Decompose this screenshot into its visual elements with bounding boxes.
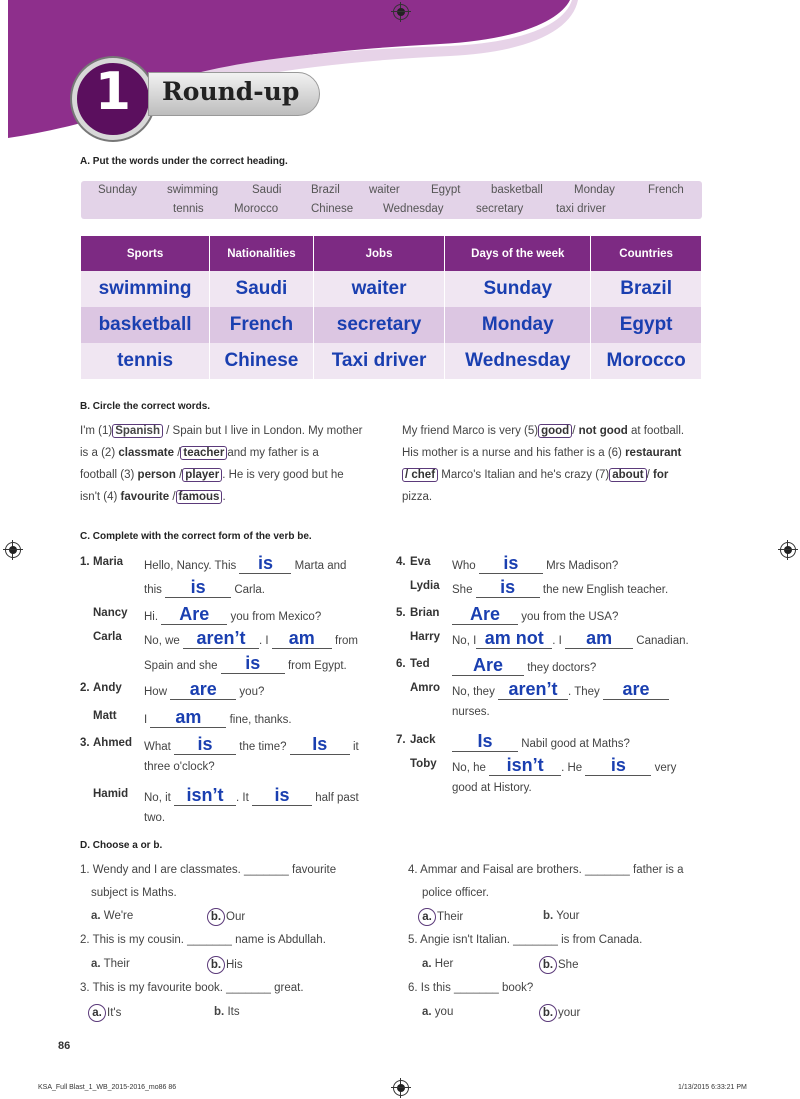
bank-word: Chinese — [311, 203, 354, 215]
bank-word: Sunday — [98, 184, 138, 196]
filled-answer: aren’t — [508, 679, 558, 699]
bank-word: Egypt — [431, 184, 461, 196]
circled-answer: b. — [207, 956, 225, 974]
column-header: Sports — [81, 236, 210, 271]
filled-answer: is — [197, 734, 213, 754]
question-number: 1. — [80, 556, 90, 568]
d-q4-text: 4. Ammar and Faisal are brothers. _______ father is a — [408, 864, 684, 876]
speaker-name: Nancy — [93, 607, 128, 619]
filled-answer: Is — [312, 734, 328, 754]
q7-line-1: Is Nabil good at Maths? — [452, 734, 630, 752]
q6-line-3: nurses. — [452, 706, 490, 718]
q1-line-3: Hi. Are you from Mexico? — [144, 604, 322, 624]
filled-answer: Are — [179, 604, 210, 624]
question-number: 5. — [396, 607, 406, 619]
q5-line-2: No, I am not . I am Canadian. — [452, 628, 689, 648]
bank-word: tennis — [173, 203, 204, 215]
answer-cell: Sunday — [445, 271, 591, 307]
column-header: Nationalities — [210, 236, 314, 271]
circled-answer: teacher — [180, 446, 227, 460]
registration-mark — [393, 1080, 409, 1096]
table-header-row — [81, 236, 702, 271]
page-title: Round-up — [162, 77, 300, 106]
section-c-instruction: C. Complete with the correct form of the verb be. — [80, 531, 312, 542]
d-q2-option-b: b. His — [207, 956, 243, 974]
section-b-right-line-3: / chef Marco's Italian and he's crazy (7) about / for — [402, 469, 668, 481]
question-number: 6. — [396, 658, 406, 670]
answer-cell: French — [210, 307, 314, 343]
bank-word: Monday — [574, 184, 615, 196]
d-q1-text-2: subject is Maths. — [91, 887, 177, 899]
table-row — [81, 271, 702, 307]
q7-line-3: good at History. — [452, 782, 532, 794]
page-number: 86 — [58, 1040, 71, 1052]
d-q5-text: 5. Angie isn't Italian. _______ is from Canada. — [408, 934, 643, 946]
q3-line-1: What is the time? Is it — [144, 734, 359, 754]
column-header: Countries — [591, 236, 702, 271]
speaker-name: Lydia — [410, 580, 440, 592]
filled-answer: is — [257, 553, 273, 573]
question-number: 7. — [396, 734, 406, 746]
d-q4-option-a: a. Their — [418, 908, 463, 926]
d-q4-option-b: b. Your — [543, 910, 580, 922]
q1-line-5: Spain and she is from Egypt. — [144, 653, 347, 673]
d-q5-option-b: b. She — [539, 956, 578, 974]
speaker-name: Ted — [410, 658, 430, 670]
bank-word: taxi driver — [556, 203, 606, 215]
q5-line-1: Are you from the USA? — [452, 607, 618, 625]
section-b-left-line-3: football (3) person / player . He is very good but he — [80, 469, 344, 481]
d-q1-text: 1. Wendy and I are classmates. _______ favourite — [80, 864, 337, 876]
question-number: 4. — [396, 556, 406, 568]
filled-answer: Is — [477, 731, 493, 751]
q3-line-3: No, it isn’t . It is half past — [144, 785, 359, 805]
q3-line-2: three o'clock? — [144, 761, 215, 773]
filled-answer: is — [274, 785, 290, 805]
d-q3-text: 3. This is my favourite book. _______ great. — [80, 982, 304, 994]
section-b-left-line-4: isn't (4) favourite / famous . — [80, 491, 226, 503]
section-b-left-line-2: is a (2) classmate / teacher and my father is a — [80, 447, 319, 459]
answer-cell: Taxi driver — [313, 343, 445, 379]
speaker-name: Harry — [410, 631, 441, 643]
filled-answer: am not — [484, 628, 544, 648]
filled-answer: isn’t — [186, 785, 224, 805]
circled-answer: b. — [539, 1004, 557, 1022]
d-q5-option-a: a. Her — [422, 958, 454, 970]
bank-word: secretary — [476, 203, 524, 215]
unit-number: 1 — [94, 62, 132, 122]
print-slug-file: KSA_Full Blast_1_WB_2015-2016_mo86 86 — [38, 1084, 177, 1091]
q2-line-2: I am fine, thanks. — [144, 707, 292, 727]
circled-answer: about — [609, 468, 646, 482]
print-slug-date: 1/13/2015 6:33:21 PM — [678, 1084, 747, 1091]
section-b-right-line-1: My friend Marco is very (5) good / not good at football. — [402, 425, 685, 437]
section-b-left-line-1: I'm (1) Spanish / Spain but I live in London. My mother — [80, 425, 363, 437]
answer-cell: basketball — [81, 307, 210, 343]
circled-answer: b. — [539, 956, 557, 974]
filled-answer: Are — [469, 604, 500, 624]
q7-line-2: No, he isn’t . He is very — [452, 755, 677, 775]
filled-answer: is — [500, 577, 516, 597]
filled-answer: aren’t — [196, 628, 246, 648]
circled-answer: a. — [88, 1004, 106, 1022]
filled-answer: are — [189, 679, 217, 699]
bank-word: Brazil — [311, 184, 340, 196]
bank-word: waiter — [369, 184, 400, 196]
column-header: Jobs — [313, 236, 445, 271]
d-q1-option-a: a. We're — [91, 910, 134, 922]
speaker-name: Ahmed — [93, 737, 132, 749]
filled-answer: am — [586, 628, 613, 648]
answer-cell: Monday — [445, 307, 591, 343]
section-a-instruction: A. Put the words under the correct heading. — [80, 156, 288, 167]
speaker-name: Toby — [410, 758, 437, 770]
filled-answer: is — [245, 653, 261, 673]
speaker-name: Eva — [410, 556, 431, 568]
section-b-right-line-2: His mother is a nurse and his father is a (6) restaurant — [402, 447, 682, 459]
d-q6-option-b: b. your — [539, 1004, 580, 1022]
heading-table — [81, 236, 702, 379]
answer-cell: Morocco — [591, 343, 702, 379]
bank-word: Wednesday — [383, 203, 444, 215]
circled-answer: good — [538, 424, 572, 438]
answer-cell: waiter — [313, 271, 445, 307]
bank-word: Saudi — [252, 184, 282, 196]
q6-line-1: Are they doctors? — [452, 658, 596, 676]
registration-mark — [780, 542, 796, 558]
filled-answer: is — [190, 577, 206, 597]
answer-cell: Egypt — [591, 307, 702, 343]
table-row — [81, 343, 702, 379]
speaker-name: Amro — [410, 682, 441, 694]
section-b-instruction: B. Circle the correct words. — [80, 401, 211, 412]
d-q2-option-a: a. Their — [91, 958, 130, 970]
d-q4-text-2: police officer. — [422, 887, 489, 899]
q4-line-1: Who is Mrs Madison? — [452, 553, 619, 573]
column-header: Days of the week — [445, 236, 591, 271]
q4-line-2: She is the new English teacher. — [452, 577, 669, 597]
answer-cell: Chinese — [210, 343, 314, 379]
filled-answer: isn’t — [506, 755, 544, 775]
question-number: 2. — [80, 682, 90, 694]
filled-answer: am — [175, 707, 202, 727]
bank-word: basketball — [491, 184, 543, 196]
d-q3-option-b: b. Its — [214, 1006, 240, 1018]
circled-answer: / chef — [402, 468, 438, 482]
speaker-name: Matt — [93, 710, 117, 722]
filled-answer: Are — [472, 655, 503, 675]
speaker-name: Carla — [93, 631, 122, 643]
speaker-name: Andy — [93, 682, 122, 694]
speaker-name: Hamid — [93, 788, 129, 800]
q3-line-4: two. — [144, 812, 166, 824]
speaker-name: Brian — [410, 607, 440, 619]
d-q6-option-a: a. you — [422, 1006, 454, 1018]
d-q2-text: 2. This is my cousin. _______ name is Abdullah. — [80, 934, 326, 946]
q6-line-2: No, they aren’t . They are — [452, 682, 669, 700]
speaker-name: Jack — [410, 734, 436, 746]
section-d-instruction: D. Choose a or b. — [80, 840, 163, 851]
speaker-name: Maria — [93, 556, 124, 568]
q1-line-2: this is Carla. — [144, 577, 265, 597]
filled-answer: am — [288, 628, 315, 648]
answer-cell: swimming — [81, 271, 210, 307]
answer-cell: tennis — [81, 343, 210, 379]
answer-cell: Wednesday — [445, 343, 591, 379]
circled-answer: b. — [207, 908, 225, 926]
filled-answer: is — [503, 553, 519, 573]
bank-word: Morocco — [234, 203, 279, 215]
circled-answer: a. — [418, 908, 436, 926]
word-bank — [81, 181, 702, 219]
filled-answer: are — [622, 679, 650, 699]
filled-answer: is — [610, 755, 626, 775]
answer-cell: Saudi — [210, 271, 314, 307]
d-q1-option-b: b. Our — [207, 908, 245, 926]
circled-answer: Spanish — [112, 424, 163, 438]
circled-answer: famous — [176, 490, 223, 504]
bank-word: French — [648, 184, 684, 196]
q1-line-4: No, we aren’t . I am from — [144, 628, 358, 648]
q1-line-1: Hello, Nancy. This is Marta and — [144, 553, 347, 573]
registration-mark — [5, 542, 21, 558]
section-b-right-line-4: pizza. — [402, 491, 433, 503]
d-q6-text: 6. Is this _______ book? — [408, 982, 534, 994]
circled-answer: player — [182, 468, 222, 482]
question-number: 3. — [80, 737, 90, 749]
answer-cell: Brazil — [591, 271, 702, 307]
bank-word: swimming — [167, 184, 219, 196]
answer-cell: secretary — [313, 307, 445, 343]
registration-mark — [393, 4, 409, 20]
table-row — [81, 307, 702, 343]
q2-line-1: How are you? — [144, 679, 265, 699]
d-q3-option-a: a. It's — [88, 1004, 121, 1022]
